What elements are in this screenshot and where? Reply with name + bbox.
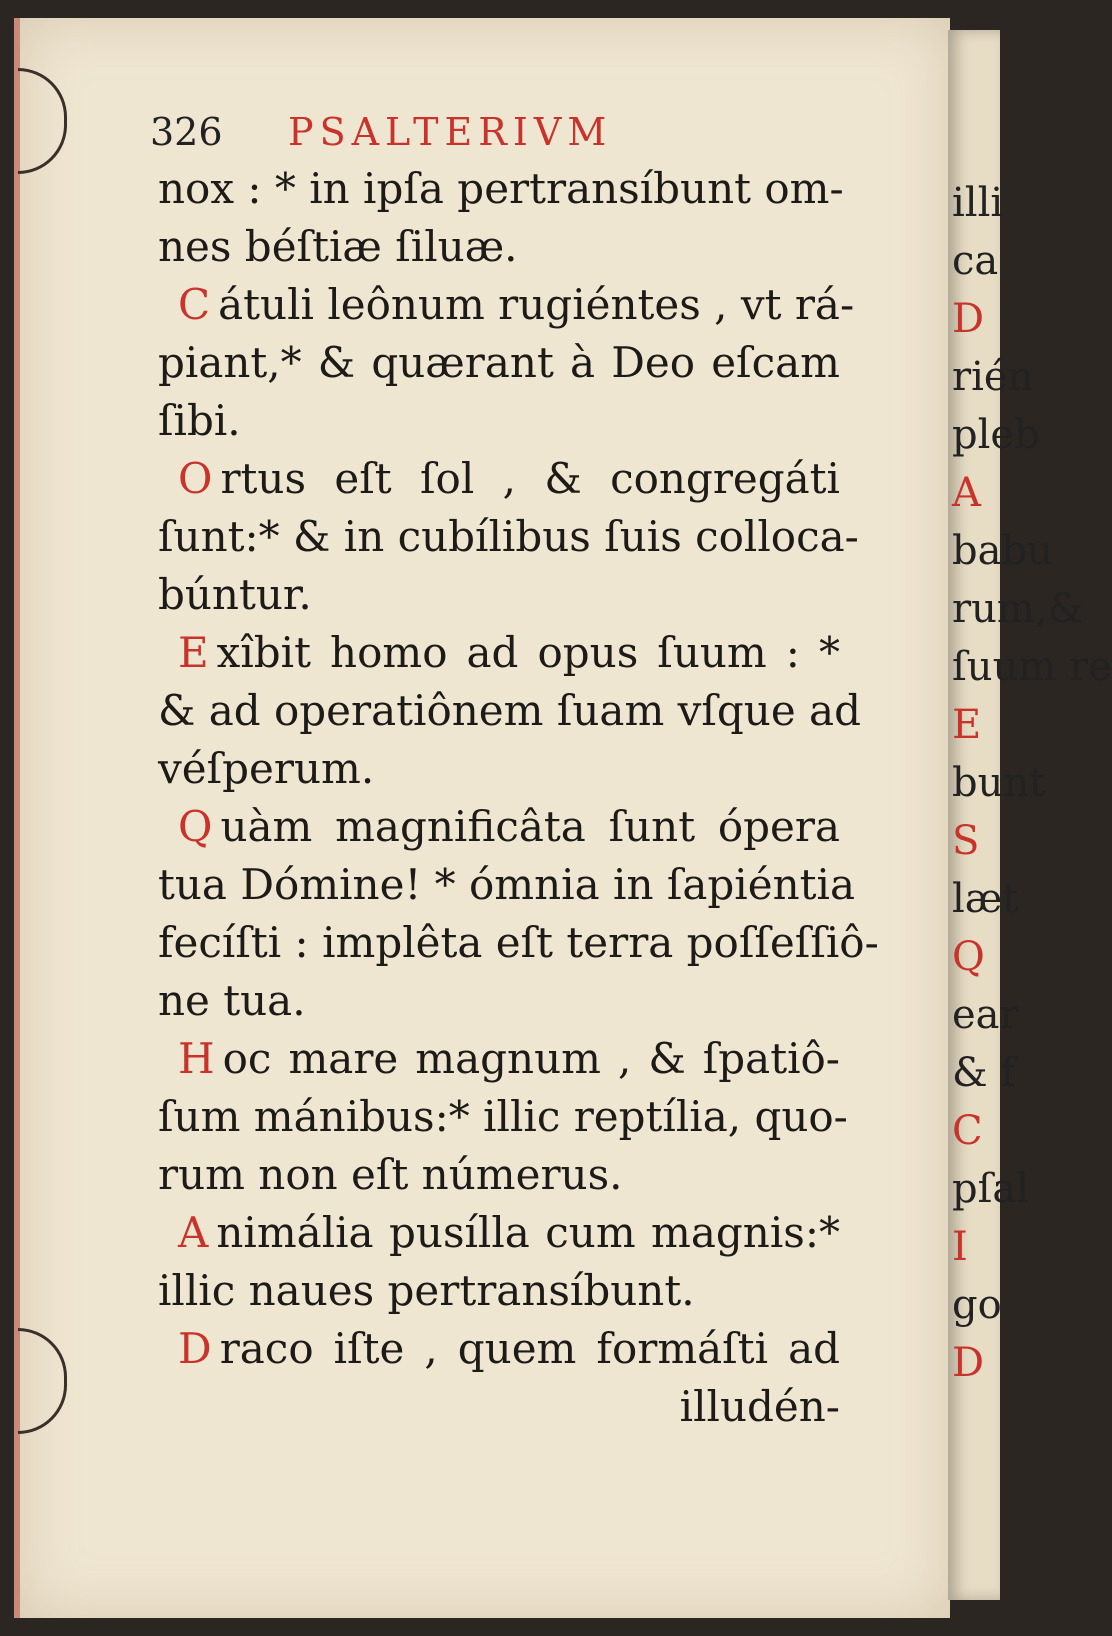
line-text: oc mare magnum , & ſpatiô- (222, 1034, 840, 1083)
facing-page-fragment: D (952, 296, 985, 342)
facing-page-fragment: Q (952, 934, 985, 980)
line-text: fecíſti : implêta eſt terra poſſeſſiô- (158, 918, 879, 967)
line-text: ſum mánibus:* illic reptília, quo- (158, 1092, 848, 1141)
text-line (150, 1030, 840, 1088)
facing-page-fragment: rién (952, 354, 1034, 400)
text-line (150, 450, 840, 508)
text-line (150, 624, 840, 682)
text-line (150, 392, 840, 450)
line-text: illic naues pertransíbunt. (158, 1266, 695, 1315)
facing-page-fragment: & f (952, 1050, 1016, 1096)
facing-page-fragment: ſuum re (952, 644, 1112, 690)
verse-initial: O (178, 454, 213, 503)
facing-page-fragment: S (952, 818, 980, 864)
text-line (150, 334, 840, 392)
facing-page-fragment: I (952, 1224, 968, 1270)
facing-page-fragment: C (952, 1108, 983, 1154)
facing-page-fragment: pleb (952, 412, 1040, 458)
line-text: nox : * in ipſa pertransíbunt om- (158, 164, 844, 213)
line-text: ſibi. (158, 396, 241, 445)
text-line (150, 1320, 840, 1378)
facing-page-fragment: pſal (952, 1166, 1030, 1212)
verse-initial: H (178, 1034, 215, 1083)
page-header (150, 110, 850, 160)
facing-page-fragment: illi (952, 180, 1004, 226)
text-line (150, 856, 855, 914)
text-line (150, 972, 840, 1030)
facing-page-edge (948, 30, 1112, 1600)
text-line (150, 218, 840, 276)
line-text: piant,* & quærant à Deo eſcam (158, 338, 840, 387)
verse-initial: E (178, 628, 209, 677)
text-line (150, 1378, 840, 1436)
text-line (150, 914, 879, 972)
text-line (150, 740, 840, 798)
line-text: illudén- (679, 1382, 840, 1431)
line-text: xîbit homo ad opus ſuum : * (216, 628, 840, 677)
verse-initial: Q (178, 802, 213, 851)
line-text: búntur. (158, 570, 312, 619)
text-line (150, 160, 844, 218)
facing-page-fragment: A (952, 470, 981, 516)
text-line (150, 566, 840, 624)
verse-initial: A (178, 1208, 209, 1257)
line-text: átuli leônum rugiéntes , vt rá- (218, 280, 855, 329)
verse-initial: D (178, 1324, 212, 1373)
facing-page-fragment: D (952, 1340, 985, 1386)
facing-page-fragment: babu (952, 528, 1053, 574)
line-text: ne tua. (158, 976, 306, 1025)
verse-initial: C (178, 280, 211, 329)
facing-page-fragment: ear (952, 992, 1019, 1038)
text-line (150, 682, 861, 740)
line-text: rtus eſt ſol , & congregáti (220, 454, 840, 503)
running-title: PSALTERIVM (288, 110, 613, 154)
facing-page-fragment: E (952, 702, 982, 748)
facing-page-fragment: go (952, 1282, 1002, 1328)
facing-page-fragment: læt (952, 876, 1019, 922)
line-text: uàm magnificâta ſunt ópera (220, 802, 840, 851)
line-text: nimália pusílla cum magnis:* (216, 1208, 840, 1257)
line-text: tua Dómine! * ómnia in ſapiéntia (158, 860, 855, 909)
facing-page-fragment: bunt (952, 760, 1046, 806)
text-line (150, 508, 859, 566)
line-text: & ad operatiônem ſuam vſque ad (158, 686, 861, 735)
line-text: nes béſtiæ ſiluæ. (158, 222, 518, 271)
text-line (150, 1088, 848, 1146)
facing-page-fragment: ca (952, 238, 999, 284)
page-number: 326 (150, 110, 223, 154)
text-line (150, 798, 840, 856)
line-text: véſperum. (158, 744, 375, 793)
sewing-thread-mark (18, 1328, 67, 1434)
line-text: raco iſte , quem formáſti ad (219, 1324, 840, 1373)
text-line (150, 1146, 840, 1204)
text-line (150, 1204, 840, 1262)
text-line (150, 276, 855, 334)
sewing-thread-mark (18, 68, 67, 174)
psalm-text (150, 160, 879, 1436)
line-text: rum non eſt númerus. (158, 1150, 623, 1199)
line-text: ſunt:* & in cubílibus ſuis colloca- (158, 512, 859, 561)
facing-page-fragment: rum,& (952, 586, 1084, 632)
text-line (150, 1262, 840, 1320)
